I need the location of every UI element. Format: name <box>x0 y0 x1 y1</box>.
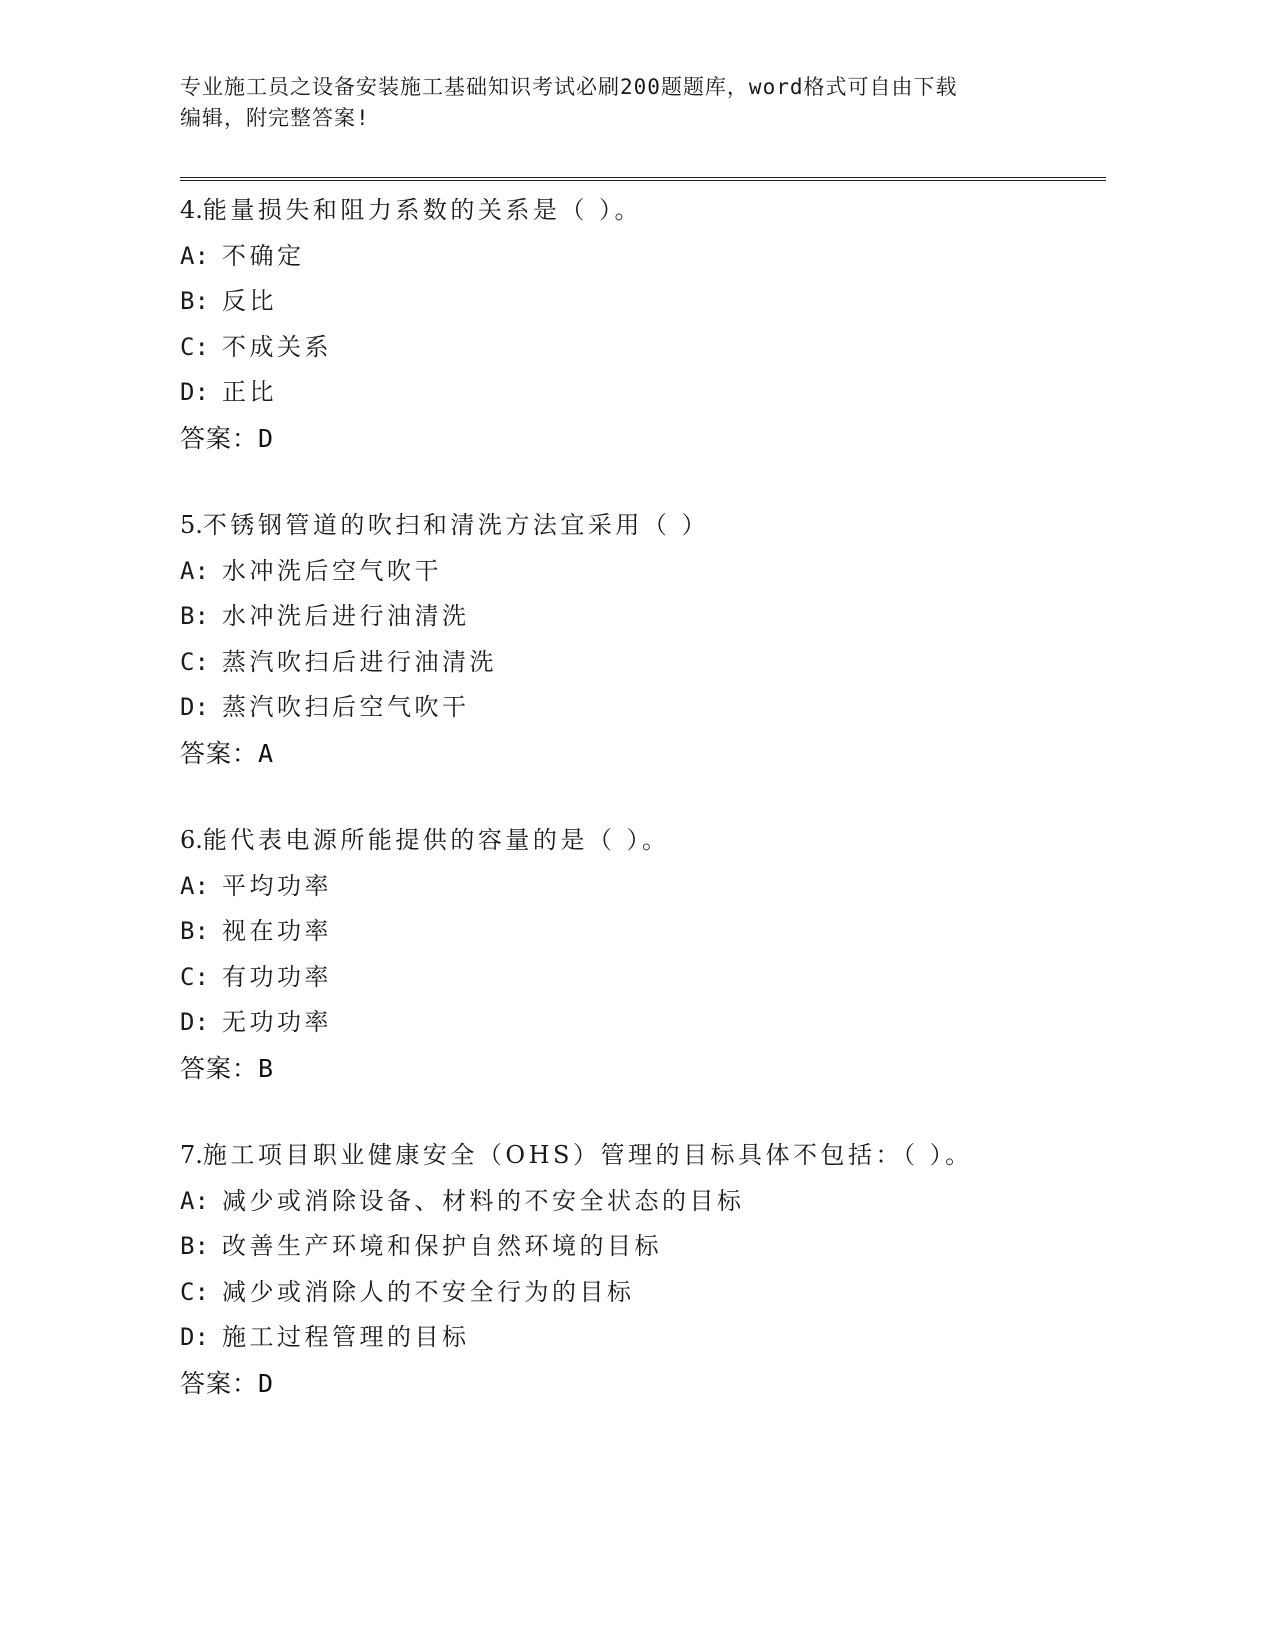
answer-label: 答案： <box>180 738 259 768</box>
answer-value: A <box>258 738 275 768</box>
option-d <box>180 685 1080 731</box>
option-letter: B: <box>180 287 209 315</box>
question-number: 5. <box>180 511 203 539</box>
question-number: 7. <box>180 1141 203 1169</box>
answer-line <box>180 416 1080 462</box>
option-text: 减少或消除人的不安全行为的目标 <box>222 1277 635 1306</box>
option-text: 视在功率 <box>222 917 332 945</box>
answer-line <box>180 1361 1080 1407</box>
option-b <box>180 279 1080 325</box>
option-text: 不确定 <box>222 241 305 270</box>
option-letter: B: <box>180 1232 209 1260</box>
question-7 <box>180 1133 1080 1406</box>
question-text: 施工项目职业健康安全（OHS）管理的目标具体不包括：（ ）。 <box>202 1141 973 1169</box>
option-letter: C: <box>180 1277 209 1306</box>
option-text: 有功功率 <box>222 962 332 991</box>
answer-label: 答案： <box>180 1053 259 1083</box>
option-c <box>180 325 1080 371</box>
option-letter: C: <box>180 647 209 676</box>
option-c <box>180 640 1080 686</box>
question-list <box>180 188 1080 1448</box>
question-stem <box>180 1133 1080 1179</box>
question-text: 能量损失和阻力系数的关系是（ ）。 <box>202 196 643 224</box>
header-divider <box>180 177 1106 181</box>
question-5 <box>180 503 1080 776</box>
option-text: 蒸汽吹扫后进行油清洗 <box>222 647 497 676</box>
option-letter: D: <box>180 693 209 721</box>
question-stem <box>180 503 1080 549</box>
option-text: 不成关系 <box>222 332 332 361</box>
option-a <box>180 1179 1080 1225</box>
answer-value: D <box>258 423 275 453</box>
option-a <box>180 234 1080 280</box>
option-c <box>180 1270 1080 1316</box>
option-letter: D: <box>180 1323 209 1351</box>
option-letter: D: <box>180 1008 209 1036</box>
header-title-line-2: 编辑，附完整答案! <box>180 106 370 130</box>
option-text: 施工过程管理的目标 <box>222 1323 470 1351</box>
option-text: 反比 <box>222 287 277 315</box>
answer-value: B <box>258 1053 275 1083</box>
option-text: 水冲洗后进行油清洗 <box>222 602 470 630</box>
option-letter: A: <box>180 1186 209 1215</box>
option-letter: D: <box>180 378 209 406</box>
question-stem <box>180 818 1080 864</box>
option-text: 减少或消除设备、材料的不安全状态的目标 <box>222 1186 745 1215</box>
question-stem <box>180 188 1080 234</box>
option-text: 蒸汽吹扫后空气吹干 <box>222 693 470 721</box>
option-letter: B: <box>180 917 209 945</box>
header-title-line-1: 专业施工员之设备安装施工基础知识考试必刷200题题库，word格式可自由下载 <box>180 75 958 99</box>
question-text: 不锈钢管道的吹扫和清洗方法宜采用（ ） <box>202 511 710 539</box>
option-a <box>180 549 1080 595</box>
option-a <box>180 864 1080 910</box>
option-c <box>180 955 1080 1001</box>
option-b <box>180 1224 1080 1270</box>
answer-label: 答案： <box>180 423 259 453</box>
question-text: 能代表电源所能提供的容量的是（ ）。 <box>202 826 670 854</box>
option-d <box>180 1315 1080 1361</box>
question-number: 6. <box>180 826 203 854</box>
question-4 <box>180 188 1080 461</box>
option-b <box>180 594 1080 640</box>
answer-label: 答案： <box>180 1368 259 1398</box>
answer-line <box>180 1046 1080 1092</box>
option-letter: A: <box>180 556 209 585</box>
document-header <box>180 72 1060 134</box>
option-text: 平均功率 <box>222 871 332 900</box>
option-letter: B: <box>180 602 209 630</box>
question-number: 4. <box>180 196 203 224</box>
option-letter: C: <box>180 332 209 361</box>
option-d <box>180 1000 1080 1046</box>
option-letter: A: <box>180 241 209 270</box>
option-letter: C: <box>180 962 209 991</box>
option-b <box>180 909 1080 955</box>
question-6 <box>180 818 1080 1091</box>
option-letter: A: <box>180 871 209 900</box>
option-text: 正比 <box>222 378 277 406</box>
option-text: 改善生产环境和保护自然环境的目标 <box>222 1232 662 1260</box>
option-d <box>180 370 1080 416</box>
answer-value: D <box>258 1368 275 1398</box>
option-text: 无功功率 <box>222 1008 332 1036</box>
option-text: 水冲洗后空气吹干 <box>222 556 442 585</box>
answer-line <box>180 731 1080 777</box>
